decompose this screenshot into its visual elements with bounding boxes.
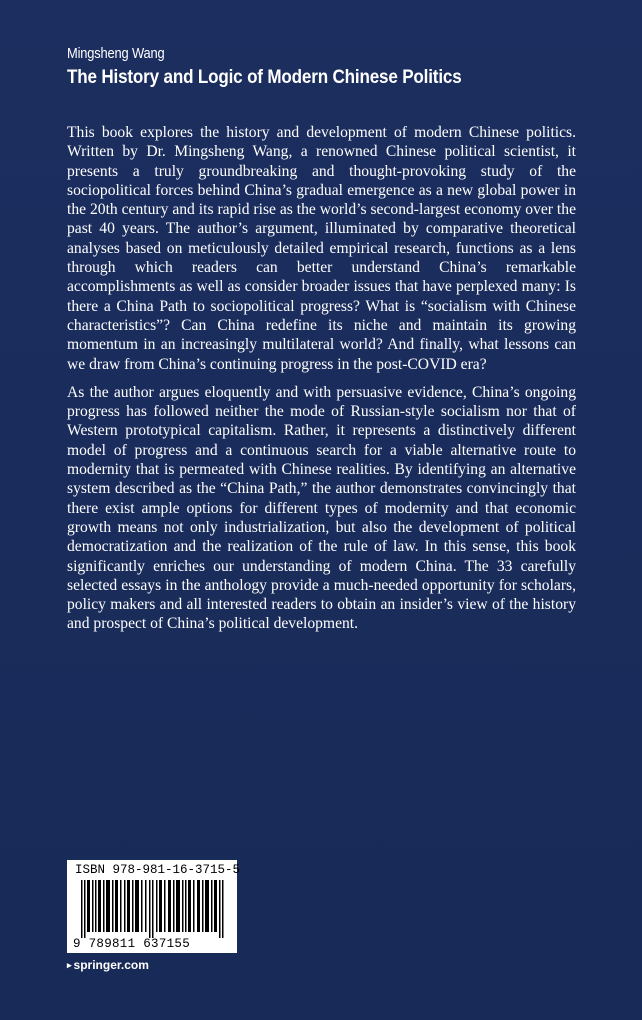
isbn-label: ISBN 978-981-16-3715-5 xyxy=(75,863,241,877)
barcode-digits: 9 789811 637155 xyxy=(73,937,191,951)
isbn-barcode xyxy=(67,860,241,953)
description-paragraph-1: This book explores the history and development of modern Chinese politics. Written by Dr. Mingsheng Wang, a renowned Chinese political scientist, it presents a truly groundbreaking and thought-provoking study of the sociopolitical forces behind China’s gradual emergence as a new global power in the 20th century and its rapid rise as the world’s second-largest economy over the past 40 years. The author’s argument, illuminated by comparative theoretical analyses based on meticulously detailed empirical research, functions as a lens through which readers can better understand China’s remarkable accomplishments as well as consider broader issues that have perplexed many: Is there a China Path to sociopolitical progress? What is “socialism with Chinese characteristics”? Can China redefine its niche and maintain its growing momentum in an increasingly multilateral world? And finally, what lessons can we draw from China’s continuing progress in the post-COVID era? xyxy=(67,124,576,373)
description-paragraph-2: As the author argues eloquently and with persuasive evidence, China’s ongoing progress has followed neither the mode of Russian-style socialism nor that of Western prototypical capitalism. Rather, it represents a distinctively different model of progress and a continuous search for a viable alternative route to modernity that is permeated with Chinese realities. By identifying an alternative system described as the “China Path,” the author demonstrates convincingly that there exist ample options for different types of modernity and that economic growth means not only industrialization, but also the development of political democratization and the realization of the rule of law. In this sense, this book significantly enriches our understanding of modern China. The 33 carefully selected essays in the anthology provide a much-needed opportunity for scholars, policy makers and all interested readers to obtain an insider’s view of the history and prospect of China’s political development. xyxy=(67,383,576,633)
triangle-arrow-icon: ▸ xyxy=(67,960,72,970)
barcode-bars xyxy=(73,880,233,938)
publisher-website-label: springer.com xyxy=(73,958,149,972)
publisher-website[interactable] xyxy=(67,958,149,972)
book-title: The History and Logic of Modern Chinese Politics xyxy=(67,66,462,88)
author-name: Mingsheng Wang xyxy=(67,45,165,62)
book-description xyxy=(67,123,576,634)
